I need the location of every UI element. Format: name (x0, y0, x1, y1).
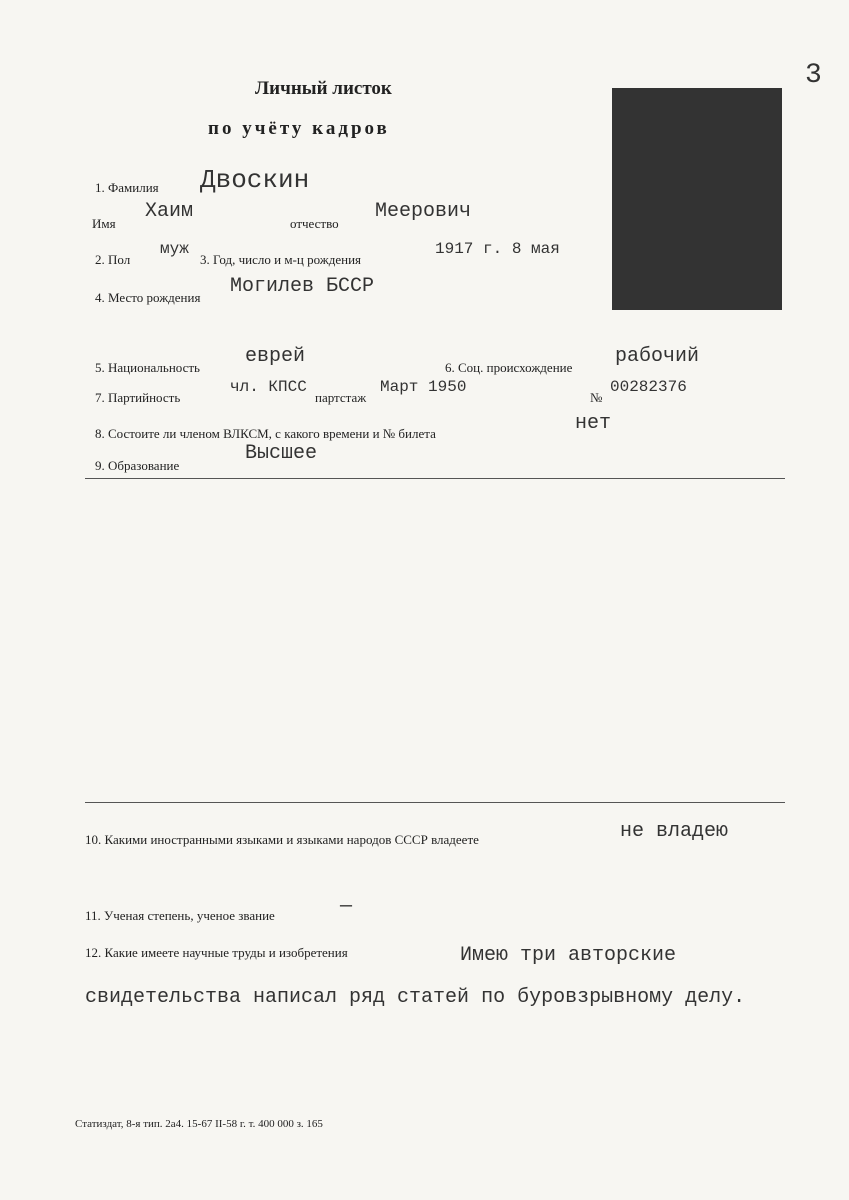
label: 4. Место рождения (95, 290, 201, 305)
label: 8. Состоите ли членом ВЛКСМ, с какого времени и № билета (95, 426, 436, 441)
label: 12. Какие имеете научные труды и изобретения (85, 945, 348, 960)
label: 1. Фамилия (95, 180, 159, 195)
value: 00282376 (610, 378, 687, 396)
photo (612, 88, 782, 310)
value: Меерович (375, 200, 472, 223)
value: не владею (620, 820, 729, 843)
value: Двоскин (200, 165, 310, 195)
value: муж (160, 240, 189, 258)
value: — (340, 895, 353, 918)
value: Имею три авторские свидетельства написал ряд статей по буровзрывному делу. (85, 944, 746, 1009)
value: чл. КПСС (230, 378, 307, 396)
label: № (590, 390, 603, 405)
label: 5. Национальность (95, 360, 200, 375)
value: нет (575, 412, 612, 435)
page-number: 3 (805, 60, 822, 91)
value: Могилев БССР (230, 275, 375, 298)
value: Хаим (145, 200, 194, 223)
label: 6. Соц. происхождение (445, 360, 573, 375)
label: отчество (290, 216, 339, 231)
value: еврей (245, 345, 306, 368)
label: 10. Какими иностранными языками и языками народов СССР владеете (85, 832, 479, 847)
value: Высшее (245, 442, 318, 465)
subtitle: по учёту кадров (208, 118, 390, 139)
label: 2. Пол (95, 252, 131, 267)
value: Март 1950 (380, 378, 467, 396)
value: 1917 г. 8 мая (435, 240, 560, 258)
label: 11. Ученая степень, ученое звание (85, 908, 275, 923)
value: рабочий (615, 345, 700, 368)
title: Личный листок (255, 78, 392, 99)
label: партстаж (315, 390, 367, 405)
label: 9. Образование (95, 458, 180, 473)
table-bottom (85, 802, 785, 803)
footer: Статиздат, 8-я тип. 2а4. 15-67 II-58 г. т. 400 000 з. 165 (75, 1118, 323, 1130)
table-top (85, 478, 785, 479)
label: 7. Партийность (95, 390, 181, 405)
label: Имя (92, 216, 116, 231)
label: 3. Год, число и м-ц рождения (200, 252, 362, 267)
